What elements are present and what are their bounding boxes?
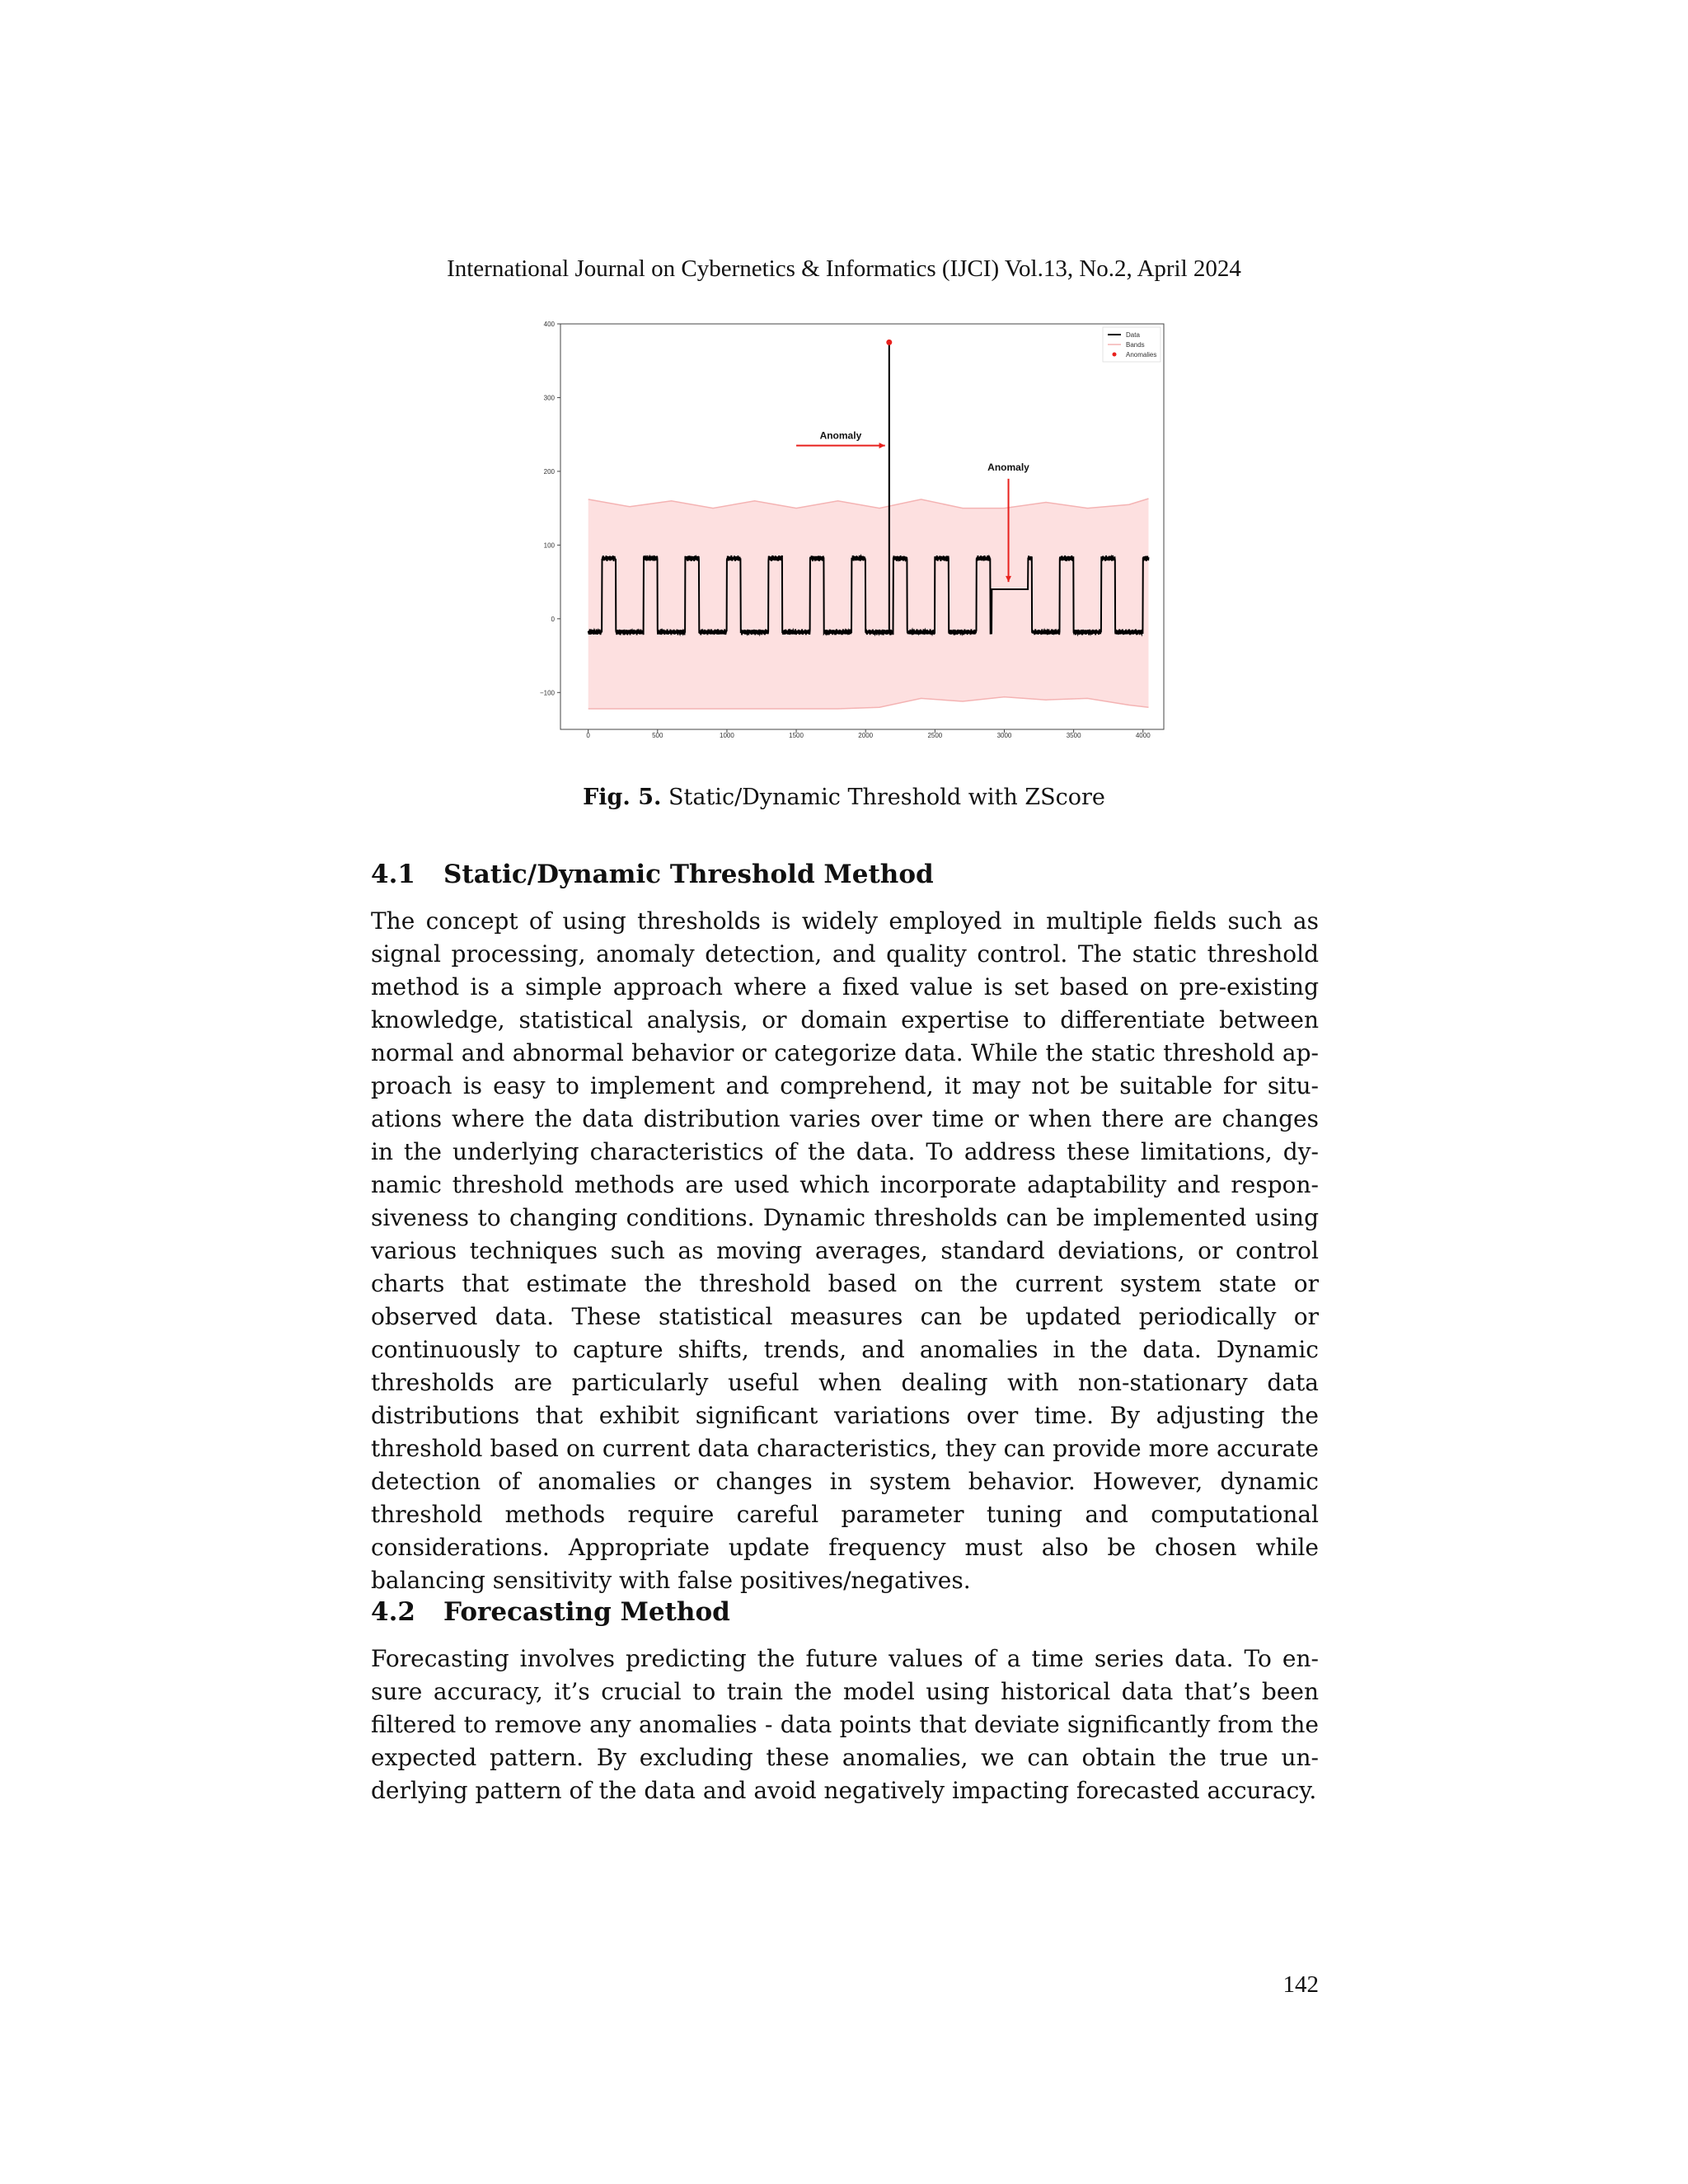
page-number: 142	[1282, 1971, 1319, 1998]
x-tick-label: 4000	[1135, 732, 1151, 738]
y-tick-label: 400	[543, 321, 555, 328]
figure-caption-text: Static/Dynamic Threshold with ZScore	[668, 785, 1105, 810]
annotation-label-2: Anomaly	[987, 461, 1029, 473]
section-4-2-paragraph: Forecasting involves predicting the future values of a time series data. To ensure accuracy, it’s crucial to train the model using historical data that’s been filtered to remove any anomalies - data points that deviate significantly from the expected pattern. By excluding these anomalies, we can obtain the true underlying pattern of the data and avoid negatively impacting forecasted accuracy.	[371, 1645, 1319, 1804]
legend-label: Anomalies	[1126, 351, 1157, 359]
section-title: Forecasting Method	[443, 1597, 730, 1627]
bands-area	[588, 499, 1149, 709]
annotation-label-1: Anomaly	[819, 429, 862, 442]
section-heading-4-2	[371, 1597, 1319, 1627]
section-number: 4.1	[371, 860, 415, 889]
zscore-threshold-chart	[528, 317, 1170, 738]
y-tick-label: −100	[539, 689, 555, 697]
y-tick-label: 100	[543, 541, 555, 550]
section-title: Static/Dynamic Threshold Method	[443, 860, 934, 889]
section-number: 4.2	[371, 1597, 415, 1627]
section-4-1-paragraph: The concept of using thresholds is widely employed in multiple fields such as signal processing, anomaly detection, and quality control. The static threshold method is a simple approach where a fixed value is set based on pre-existing knowledge, statistical analysis, or domain expertise to differentiate between normal and abnormal behavior or categorize data. While the static threshold approach is easy to implement and comprehend, it may not be suitable for situations where the data distribution varies over time or when there are changes in the underlying characteristics of the data. To address these limitations, dynamic threshold methods are used which incorporate adaptability and responsiveness to changing conditions. Dynamic thresholds can be implemented using various techniques such as moving averages, standard deviations, or control charts that estimate the threshold based on the current system state or observed data. These statistical measures can be updated periodically or continuously to capture shifts, trends, and anomalies in the data. Dynamic thresholds are particularly useful when dealing with non-stationary data distributions that exhibit significant variations over time. By adjusting the threshold based on current data characteristics, they can provide more accurate detection of anomalies or changes in system behavior. However, dynamic threshold methods require careful parameter tuning and computational considerations. Appropriate update frequency must also be chosen while balancing sensitivity with false positives/negatives.	[371, 907, 1319, 1594]
legend-swatch-anomalies	[1113, 353, 1117, 357]
legend-label: Bands	[1126, 341, 1145, 349]
x-tick-label: 500	[652, 732, 663, 738]
figure-5	[528, 317, 1170, 738]
section-heading-4-1	[371, 860, 1319, 889]
x-tick-label: 2000	[858, 732, 874, 738]
figure-caption	[0, 785, 1688, 810]
x-tick-label: 2500	[927, 732, 943, 738]
y-tick-label: 300	[543, 394, 555, 402]
x-tick-label: 0	[586, 732, 590, 738]
legend-label: Data	[1126, 331, 1140, 339]
x-tick-label: 3000	[996, 732, 1012, 738]
anomaly-point	[886, 340, 892, 345]
running-head: International Journal on Cybernetics & Informatics (IJCI) Vol.13, No.2, April 2024	[447, 255, 1241, 282]
figure-label: Fig. 5.	[583, 785, 662, 810]
y-tick-label: 200	[543, 467, 555, 476]
x-tick-label: 1500	[789, 732, 804, 738]
x-tick-label: 3500	[1066, 732, 1081, 738]
x-tick-label: 1000	[720, 732, 734, 738]
y-tick-label: 0	[551, 615, 555, 623]
